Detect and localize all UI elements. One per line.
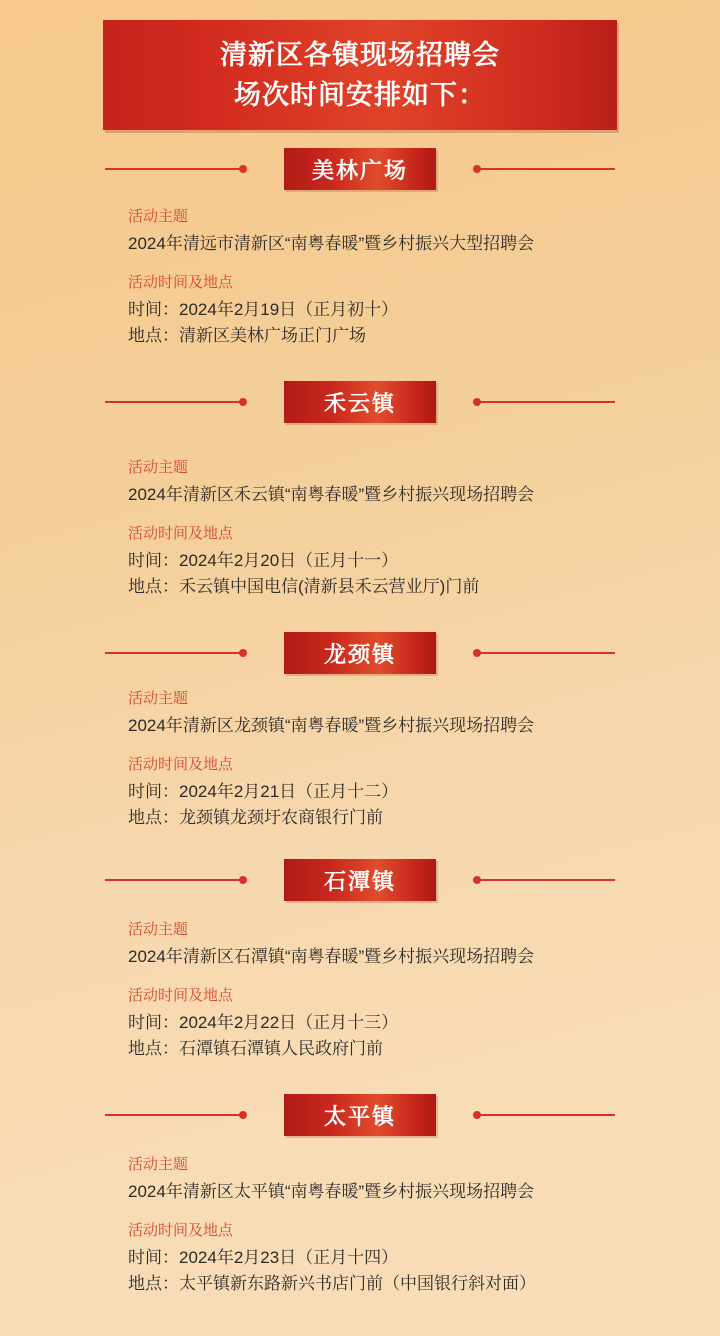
theme-value: 2024年清新区太平镇“南粤春暖”暨乡村振兴现场招聘会: [128, 1182, 535, 1201]
connector-dot-left: [239, 1111, 247, 1119]
time-place-label: 活动时间及地点: [128, 987, 234, 1004]
section-meilin-plaza: [0, 148, 720, 345]
connector-line-right: [475, 1114, 615, 1116]
section-header: [0, 1094, 720, 1136]
section-body: [128, 688, 648, 831]
section-header: [0, 148, 720, 190]
theme-label: 活动主题: [128, 208, 189, 225]
place-value: 地点：禾云镇中国电信(清新县禾云营业厅)门前: [128, 577, 480, 596]
section-header: [0, 632, 720, 674]
section-header: [0, 859, 720, 901]
connector-dot-left: [239, 165, 247, 173]
section-tag: 龙颈镇: [284, 632, 436, 674]
place-value: 地点：清新区美林广场正门广场: [128, 326, 366, 345]
page-title-line-2: 场次时间安排如下：: [234, 80, 486, 110]
section-heyun-town: [0, 381, 720, 596]
connector-dot-right: [473, 165, 481, 173]
time-value: 时间：2024年2月23日（正月十四）: [128, 1248, 399, 1267]
spacer: [128, 739, 648, 754]
connector-line-left: [105, 1114, 245, 1116]
time-place-label: 活动时间及地点: [128, 1222, 234, 1239]
place-value: 地点：龙颈镇龙颈圩农商银行门前: [128, 808, 383, 827]
time-value: 时间：2024年2月20日（正月十一）: [128, 551, 399, 570]
section-body: [128, 457, 648, 600]
spacer: [128, 257, 648, 272]
section-body: [128, 919, 648, 1062]
page-title: [103, 35, 617, 115]
time-place-label: 活动时间及地点: [128, 274, 234, 291]
connector-line-left: [105, 401, 245, 403]
section-tag: 石潭镇: [284, 859, 436, 901]
connector-dot-left: [239, 649, 247, 657]
section-body: [128, 1154, 648, 1297]
section-body: [128, 206, 648, 349]
theme-label: 活动主题: [128, 459, 189, 476]
section-tag: 禾云镇: [284, 381, 436, 423]
theme-value: 2024年清新区石潭镇“南粤春暖”暨乡村振兴现场招聘会: [128, 947, 535, 966]
connector-line-left: [105, 168, 245, 170]
theme-label: 活动主题: [128, 1156, 189, 1173]
connector-line-left: [105, 879, 245, 881]
page-title-banner: [103, 20, 617, 130]
theme-value: 2024年清新区禾云镇“南粤春暖”暨乡村振兴现场招聘会: [128, 485, 535, 504]
time-place-label: 活动时间及地点: [128, 756, 234, 773]
theme-label: 活动主题: [128, 690, 189, 707]
place-value: 地点：太平镇新东路新兴书店门前（中国银行斜对面）: [128, 1274, 536, 1293]
spacer: [128, 1205, 648, 1220]
section-shitan-town: [0, 859, 720, 1058]
connector-dot-left: [239, 876, 247, 884]
page-title-line-1: 清新区各镇现场招聘会: [220, 40, 500, 70]
time-value: 时间：2024年2月21日（正月十二）: [128, 782, 399, 801]
theme-value: 2024年清远市清新区“南粤春暖”暨乡村振兴大型招聘会: [128, 234, 535, 253]
connector-dot-right: [473, 398, 481, 406]
connector-line-right: [475, 652, 615, 654]
theme-label: 活动主题: [128, 921, 189, 938]
connector-line-left: [105, 652, 245, 654]
place-value: 地点：石潭镇石潭镇人民政府门前: [128, 1039, 383, 1058]
connector-line-right: [475, 879, 615, 881]
section-longjing-town: [0, 632, 720, 827]
section-taiping-town: [0, 1094, 720, 1293]
time-value: 时间：2024年2月19日（正月初十）: [128, 300, 399, 319]
connector-line-right: [475, 168, 615, 170]
section-tag: 太平镇: [284, 1094, 436, 1136]
section-header: [0, 381, 720, 423]
spacer: [128, 508, 648, 523]
connector-line-right: [475, 401, 615, 403]
connector-dot-right: [473, 649, 481, 657]
time-place-label: 活动时间及地点: [128, 525, 234, 542]
connector-dot-right: [473, 1111, 481, 1119]
theme-value: 2024年清新区龙颈镇“南粤春暖”暨乡村振兴现场招聘会: [128, 716, 535, 735]
time-value: 时间：2024年2月22日（正月十三）: [128, 1013, 399, 1032]
connector-dot-left: [239, 398, 247, 406]
connector-dot-right: [473, 876, 481, 884]
spacer: [128, 970, 648, 985]
section-tag: 美林广场: [284, 148, 436, 190]
